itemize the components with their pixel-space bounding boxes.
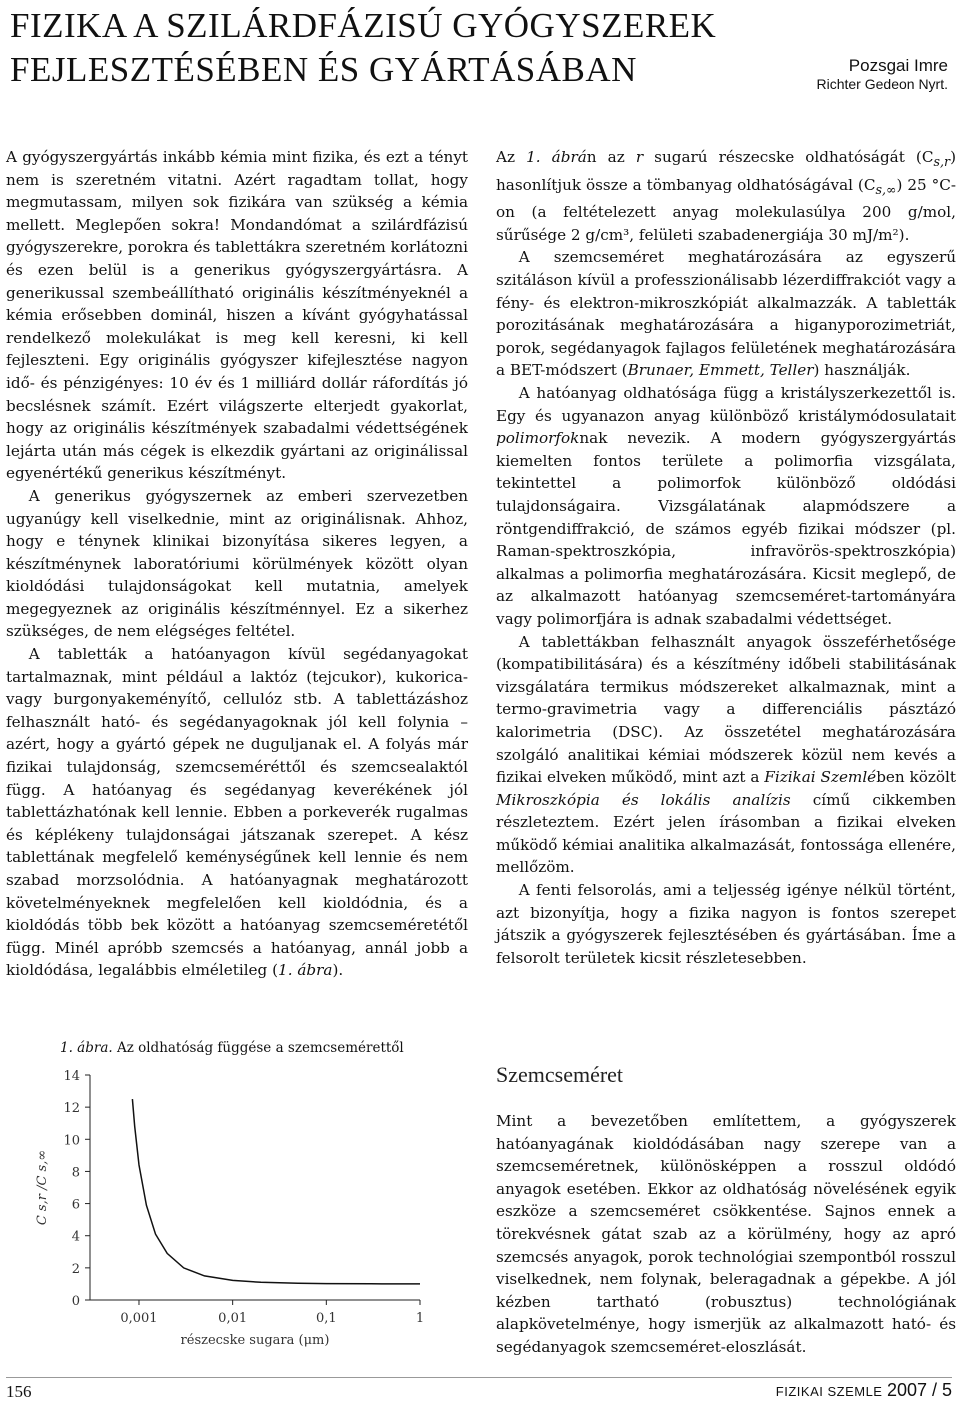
text-run: A hatóanyag oldhatósága függ a kristályszerkezettől is. Egy és ugyanazon anyag különböző kristálymódosulatait — [496, 384, 956, 425]
title-line-1: FIZIKA A SZILÁRDFÁZISÚ GYÓGYSZEREK — [10, 6, 717, 45]
x-tick-label: 1 — [415, 1311, 425, 1326]
figure-label: 1. ábra. — [60, 1040, 113, 1056]
citation: Brunaer, Emmett, Teller — [627, 361, 814, 380]
figure-caption — [60, 1040, 404, 1056]
paragraph: Mint a bevezetőben említettem, a gyógyszerek hatóanyagának kioldódásában nagy szerepe van a szemcseméretnek, különösképpen a rosszul oldódó anyagok esetében. Ekkor az oldhatóság növelésének egyik eszköze a szemcseméret csökkentése. Sajnos ennek a törekvésnek gátat szab az a körülmény, hogy az apró szemcsés anyagok, porok technológiai szempontból rosszul viselkednek, nem folynak, beleragadnak a gépekbe. A jól kézben tartható (robusztus) technológiának alapkövetelménye, hogy ismerjük az alkalmazott ható- és segédanyagok szemcseméret-eloszlását. — [496, 1112, 956, 1356]
paragraph — [496, 246, 956, 382]
emphasis: Mikroszkópia és lokális analízis — [496, 790, 791, 809]
journal-issue: 2007 / 5 — [886, 1380, 952, 1400]
text-run: ). — [332, 961, 344, 980]
text-run: című cikkemben részleteztem. Ezért jelen írásomban a fizikai elveken működő kémiai analitika alkalmazását, fontossága ellenére, mellőzöm. — [496, 790, 956, 877]
y-tick-label: 14 — [63, 1069, 80, 1084]
figure-reference: 1. ábra — [278, 961, 333, 980]
text-run: ) 25 °C-on (a feltételezett anyag molekulasúlya 200 g/mol, sűrűsége 2 g/cm³, felületi szabadenergiája 30 mJ/m²). — [496, 175, 956, 244]
text-run: ) használják. — [813, 361, 911, 380]
solubility-chart — [20, 1060, 440, 1360]
subscript: s,∞ — [875, 181, 897, 197]
figure-reference: 1. ábrá — [526, 148, 587, 166]
journal-footer — [776, 1380, 952, 1401]
x-axis-label: részecske sugara (μm) — [180, 1333, 330, 1348]
paragraph: A fenti felsorolás, ami a teljesség igénye nélkül történt, azt bizonyítja, hogy a fizika nagyon is fontos szerepet játszik a gyógyszerek fejlesztésében és gyártásában. Íme a felsorolt területek kicsit részletesebben. — [496, 881, 956, 967]
author-block — [817, 56, 949, 93]
left-column — [6, 146, 468, 982]
text-run: Az — [496, 148, 527, 166]
x-tick-label: 0,01 — [218, 1311, 248, 1326]
x-tick-label: 0,1 — [315, 1311, 337, 1326]
paragraph — [496, 382, 956, 631]
text-run: A szemcseméret meghatározására az egyszerű szitáláson kívül a professzionálisabb lézerdiffrakciót vagy a fény- és elektron-mikroszkópiát alkalmazzák. A tabletták porozitásának meghatározására a higanyporozimetriát, porok, segédanyagok fajlagos felületének meghatározására a BET-módszert ( — [496, 248, 956, 380]
y-tick-label: 4 — [71, 1229, 80, 1245]
paragraph — [496, 146, 956, 246]
y-tick-label: 12 — [63, 1101, 80, 1117]
x-tick-label: 0,001 — [120, 1311, 158, 1326]
y-tick-label: 2 — [71, 1261, 80, 1277]
article-title — [10, 4, 716, 92]
page-number: 156 — [6, 1382, 32, 1401]
footer-divider — [6, 1377, 952, 1378]
text-run: ben közölt — [876, 768, 956, 787]
paragraph: A generikus gyógyszernek az emberi szervezetben ugyanúgy kell viselkednie, mint az originálisnak. Ahhoz, hogy e ténynek klinikai bizonyítása sikeres legyen, a készítménynek laboratóriumi körülmények között olyan kioldódási tulajdonságokat kell mutatnia, amelyek megegyeznek az originális készítménnyel. Ez a sikerhez szükséges, de nem elégséges feltétel. — [6, 486, 468, 641]
right-column — [496, 146, 956, 969]
y-axis-label: C s,r /C s,∞ — [35, 1149, 50, 1226]
emphasis: polimorfok — [496, 429, 580, 448]
author-affiliation: Richter Gedeon Nyrt. — [816, 76, 948, 92]
title-line-2: FEJLESZTÉSÉBEN ÉS GYÁRTÁSÁBAN — [10, 50, 637, 89]
journal-name: FIZIKAI SZEMLE — [775, 1384, 883, 1399]
y-tick-label: 8 — [71, 1165, 80, 1181]
paragraph — [6, 643, 468, 982]
author-name: Pozsgai Imre — [848, 56, 948, 75]
text-run: sugarú részecske oldhatóságát (C — [643, 148, 934, 166]
paragraph: A gyógyszergyártás inkább kémia mint fizika, és ezt a tényt nem is szeretném vitatni. Azért ragadtam tollat, hogy megmutassam, milyen sok fizikára van szükség a kémia mellett. Meglepően sokra! Mondandómat a szilárdfázisú gyógyszerekre, porokra és tablettákra szeretném korlátozni és ezen belül is a generikus gyógyszergyártásra. A generikussal szembeállítható originális készítményeknél a kémia erősebben dominál, hiszen a kívánt gyógyhatással rendelkező molekulákat is meg kell keresni, ki kell fejleszteni. Egy originális gyógyszer kifejlesztése nagyon idő- és pénzigényes: 10 év és 1 milliárd dollár ráfordítás jó becslésnek számít. Ezért világszerte elterjedt gyakorlat, hogy az originális készítmények szabadalmi védettségének lejárta után más cégek is elkezdik gyártani az originálissal egyenértékű generikus készítményt. — [6, 148, 468, 483]
y-tick-label: 0 — [71, 1294, 80, 1309]
text-run: A tablettákban felhasznált anyagok összeférhetősége (kompatibilitására) és a készítmény időbeli stabilitásának vizsgálatára termikus módszereket alkalmaznak, mint a termo-gravimetria vagy a differenciális pásztázó kalorimetria (DSC). Az összetétel meghatározására szolgáló analitikai kémiai módszerek közül nem kevés a fizikai elveken működő, mint azt a — [496, 632, 956, 787]
section-heading: Szemcseméret — [496, 1062, 624, 1087]
text-run: nak nevezik. A modern gyógyszergyártás kiemelten fontos területe a polimorfia vizsgálata, tekintettel a polimorfok különböző oldódási tulajdonságaira. Vizsgálatának alapmódszere a röntgendiffrakció, de számos egyéb fizikai módszer (pl. Raman-spektroszkópia, infravörös-spektroszkópia) alkalmas a polimorfia meghatározására. Kicsit meglepő, de az alkalmazott hatóanyag szemcseméret-tartományára vagy polimorfjára is adnak szabadalmi védettséget. — [496, 429, 956, 628]
y-tick-label: 10 — [63, 1133, 80, 1149]
symbol-r: r — [635, 148, 644, 166]
series-line-0 — [132, 1099, 420, 1284]
y-tick-label: 6 — [71, 1197, 80, 1213]
subscript: s,r — [933, 154, 951, 170]
text-run: A tabletták a hatóanyagon kívül segédanyagokat tartalmaznak, mint például a laktóz (tejcukor), kukorica- vagy burgonyakeményítő, cellulóz stb. A tablettázáshoz felhasznált ható- és segédanyagoknak jól kell folynia – azért, hogy a gyártó gépek ne duguljanak el. A folyás már fizikai tulajdonság, szemcseméréttől és szemcsealaktól függ. A hatóanyag és segédanyag keverékének jól tablettázhatónak kell lennie. Ebben a porkeverék rugalmas és képlékeny tulajdonságai játszanak szerepet. A kész tablettának megfelelő keménységűnek kell lennie és nem szabad morzsolódnia. A hatóanyagnak meghatározott követelményeknek megfelelően kell kioldódnia, és a kioldódás több bek között a hatóanyag szemcseméretétől függ. Minél apróbb szemcsés a hatóanyag, annál jobb a kioldódása, legalábbis elméletileg ( — [6, 645, 468, 980]
section-body — [496, 1110, 956, 1359]
emphasis: Fizikai Szemlé — [764, 768, 877, 787]
figure-caption-text: Az oldhatóság függése a szemcsemérettől — [112, 1040, 404, 1056]
text-run: n az — [586, 148, 636, 166]
paragraph — [496, 631, 956, 880]
text-run: ) hasonlítjuk össze a tömbanyag oldhatóságával (C — [496, 148, 956, 194]
